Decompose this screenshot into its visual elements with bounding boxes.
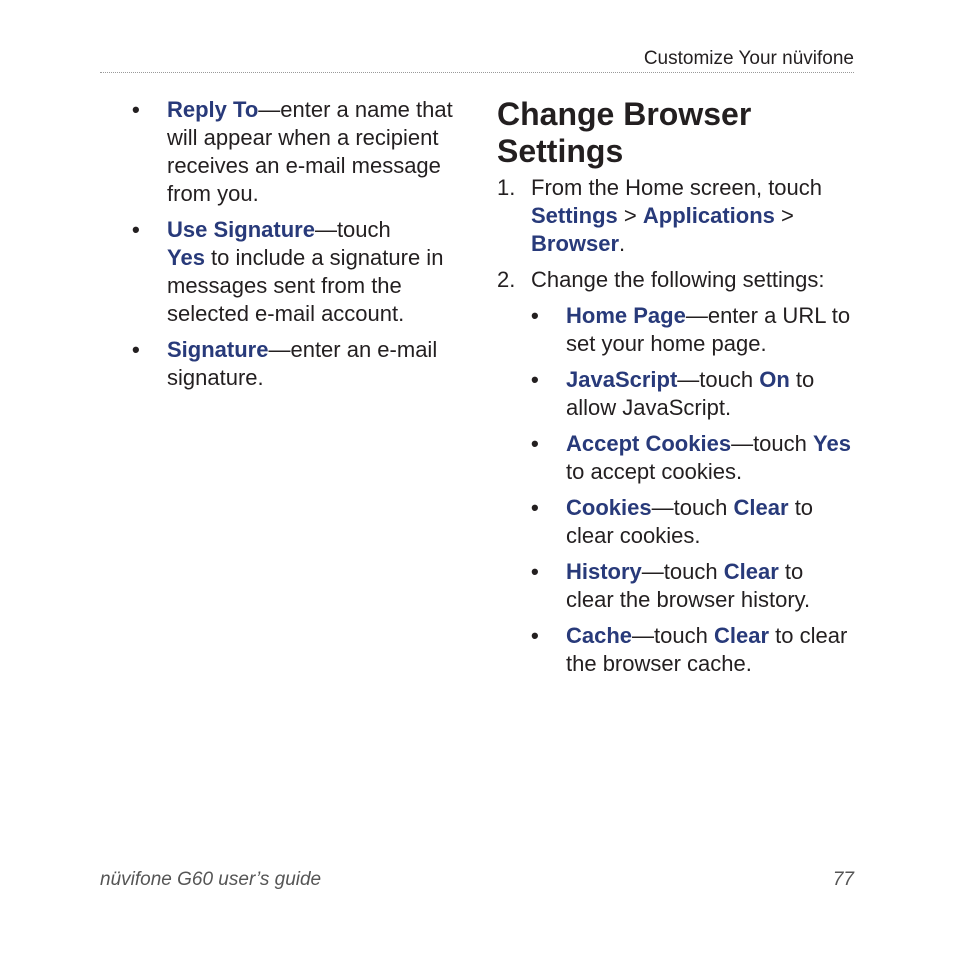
desc-history-b: to clear the browser history. [566,559,811,612]
footer-guide-title: nüvifone G60 user’s guide [100,869,322,890]
header-divider [100,72,854,73]
desc-accept-cookies-a: —touch [731,431,813,456]
step-2 [497,266,857,678]
term-history: History [566,559,642,584]
desc-cookies-b: to clear cookies. [566,495,814,548]
email-settings-list [132,96,457,392]
step-2-text: Change the following settings: [531,267,825,292]
desc-javascript-b: to allow JavaScript. [566,367,815,420]
section-heading: Change Browser Settings [497,96,752,169]
list-item-cache [531,622,857,678]
bullet-icon: • [132,337,140,362]
term-yes: Yes [167,245,205,270]
bullet-icon: • [531,303,539,328]
left-column [132,96,457,400]
bullet-icon: • [531,623,539,648]
term-accept-cookies: Accept Cookies [566,431,732,456]
step-number: 1. [497,175,516,200]
term-browser: Browser [531,231,620,256]
running-header: Customize Your nüvifone [643,48,854,69]
browser-settings-list [531,302,857,678]
list-item-cookies [531,494,857,550]
term-applications: Applications [642,203,775,228]
bullet-icon: • [531,431,539,456]
term-clear: Clear [733,495,789,520]
step-1-end: . [619,231,626,256]
bullet-icon: • [132,217,140,242]
bullet-icon: • [531,367,539,392]
list-item-history [531,558,857,614]
right-column [497,96,857,686]
list-item-use-signature [132,216,457,328]
bullet-icon: • [531,559,539,584]
term-clear: Clear [713,623,770,648]
steps-list [497,174,857,678]
separator: > [774,203,794,228]
list-item-home-page [531,302,857,358]
list-item-signature [132,336,457,392]
list-item-javascript [531,366,857,422]
term-home-page: Home Page [566,303,686,328]
step-1 [497,174,857,258]
term-reply-to: Reply To [167,97,259,122]
bullet-icon: • [132,97,140,122]
desc-signature: —enter an e-mail signature. [167,337,438,390]
term-javascript: JavaScript [566,367,678,392]
bullet-icon: • [531,495,539,520]
term-cookies: Cookies [566,495,652,520]
term-use-signature: Use Signature [167,217,315,242]
term-signature: Signature [167,337,269,362]
separator: > [617,203,643,228]
desc-use-signature-b: to include a signature in messages sent from the selected e-mail account. [167,245,444,326]
desc-cache-b: to clear the browser cache. [566,623,848,676]
desc-cache-a: —touch [632,623,714,648]
term-cache: Cache [566,623,633,648]
desc-javascript-a: —touch [677,367,760,392]
page-number: 77 [832,869,854,890]
list-item-reply-to [132,96,457,208]
desc-home-page: —enter a URL to set your home page. [566,303,851,356]
desc-use-signature-a: —touch [314,217,391,242]
desc-accept-cookies-b: to accept cookies. [566,459,743,484]
term-settings: Settings [531,203,618,228]
term-clear: Clear [723,559,779,584]
desc-cookies-a: —touch [651,495,734,520]
term-on: On [759,367,790,392]
term-yes: Yes [813,431,851,456]
step-number: 2. [497,267,516,292]
step-1-text: From the Home screen, touch [531,175,823,200]
desc-reply-to: —enter a name that will appear when a recipient receives an e-mail message from you. [167,97,453,206]
list-item-accept-cookies [531,430,857,486]
desc-history-a: —touch [641,559,724,584]
